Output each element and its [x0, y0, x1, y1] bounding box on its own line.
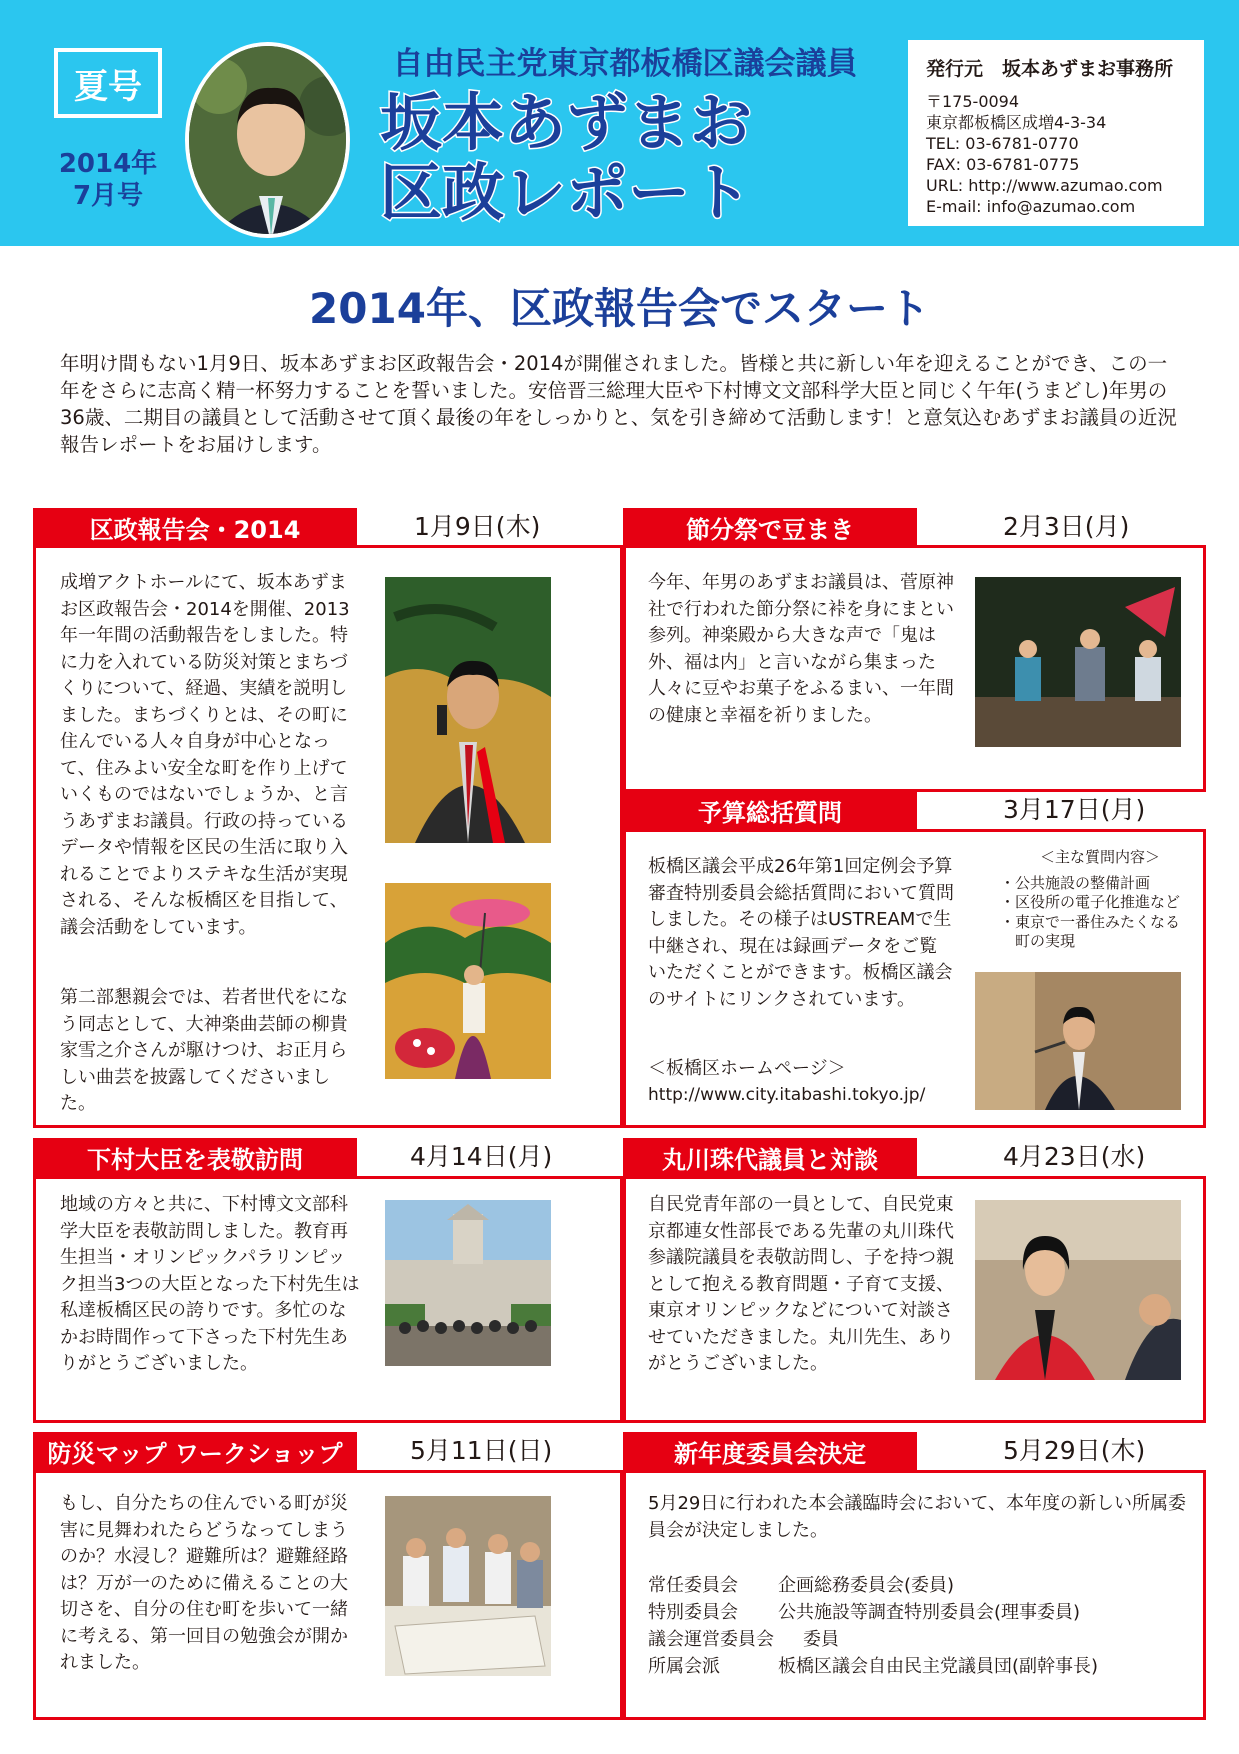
question-item: 町の実現 [1000, 932, 1076, 950]
committee-value: 委員 [803, 1629, 839, 1650]
section-committee-text: 5月29日に行われた本会議臨時会において、本年度の新しい所属委員会が決定しました。 [648, 1493, 1186, 1541]
committee-value: 企画総務委員会(委員) [778, 1575, 955, 1596]
committee-label: 議会運営委員会 [648, 1629, 774, 1650]
committee-row [648, 1653, 1188, 1680]
section-report-text: 成増アクトホールにて、坂本あずまお区政報告会・2014を開催、2013年一年間の活動報告をしました。特に力を入れている防災対策とまちづくりについて、経過、実績を説明しました。まちづくりとは、その町に住んでいる人々自身が中心となって、住みよい安全な町を作り上げていくものではないでしょうか、と言うあずまお議員。行政の持っているデータや情報を区民の生活に取り入れることでよりステキな生活が実現される、そんな板橋区を目指して、議会活動をしています。 [60, 572, 350, 938]
question-item: ・公共施設の整備計画 [1000, 873, 1151, 892]
publisher-url: URL: http://www.azumao.com [926, 176, 1163, 195]
publisher-fax: FAX: 03-6781-0775 [926, 155, 1080, 174]
section-bousai-title: 防災マップ ワークショップ [33, 1432, 357, 1470]
committee-value: 板橋区議会自由民主党議員団(副幹事長) [778, 1656, 1099, 1677]
section-budget-link-label: ＜板橋区ホームページ＞ [648, 1058, 846, 1079]
section-budget-link-url[interactable]: http://www.city.itabashi.tokyo.jp/ [648, 1085, 926, 1105]
issue-label: 夏号 [74, 66, 142, 107]
page-headline: 2014年、区政報告会でスタート [309, 284, 930, 333]
intro-paragraph: 年明け間もない1月9日、坂本あずまお区政報告会・2014が開催されました。皆様と共に新しい年を迎えることができ、この一年をさらに志高く精一杯努力することを誓いました。安倍晋三総理大臣や下村博文文部科学大臣と同じく午年(うまどし)年男の36歳、二期目の議員として活動させて頂く最後の年をしっかりと、気を引き締めて活動します！と意気込むあずまお議員の近況報告レポートをお届けします。 [60, 352, 1177, 456]
committee-value: 公共施設等調査特別委員会(理事委員) [778, 1602, 1081, 1623]
committee-label: 所属会派 [648, 1656, 720, 1677]
section-marukawa-text: 自民党青年部の一員として、自民党東京都連女性部長である先輩の丸川珠代参議院議員を表敬訪問し、子を持つ親として抱える教育問題・子育て支援、東京オリンピックなどについて対談させていただきました。丸川先生、ありがとうございました。 [648, 1194, 954, 1374]
photo-workshop [385, 1496, 551, 1676]
section-marukawa-date: 4月23日(水) [1003, 1142, 1146, 1171]
questions-title: ＜主な質問内容＞ [1039, 848, 1160, 866]
committee-label: 特別委員会 [648, 1602, 738, 1623]
section-report-text-2: 第二部懇親会では、若者世代をになう同志として、大神楽曲芸師の柳貴家雪之介さんが駆けつけ、お正月らしい曲芸を披露してくださいました。 [60, 987, 348, 1114]
photo-speech [385, 577, 551, 843]
section-committee-date: 5月29日(木) [1003, 1436, 1146, 1465]
publisher-postal: 〒175-0094 [926, 92, 1020, 111]
committee-row [648, 1626, 1188, 1653]
questions-box [1000, 848, 1200, 952]
committee-label: 常任委員会 [648, 1575, 738, 1596]
section-setsubun-text: 今年、年男のあずまお議員は、菅原神社で行われた節分祭に裃を身にまとい参列。神楽殿から大きな声で「鬼は外、福は内」と言いながら集まった人々に豆やお菓子をふるまい、一年間の健康と幸福を祈りました。 [648, 572, 954, 726]
report-title: 坂本あずまお 区政レポート [380, 86, 753, 229]
photo-diet-building [385, 1200, 551, 1366]
publisher-title: 発行元 坂本あずまお事務所 [926, 58, 1174, 80]
section-committee-title: 新年度委員会決定 [623, 1432, 917, 1470]
committee-row [648, 1572, 1188, 1599]
publisher-email: E-mail: info@azumao.com [926, 197, 1136, 216]
photo-marukawa [975, 1200, 1181, 1380]
committee-row [648, 1599, 1188, 1626]
question-item: ・東京で一番住みたくなる [1000, 912, 1181, 931]
section-budget-date: 3月17日(月) [1003, 795, 1146, 824]
committee-table [648, 1572, 1188, 1680]
portrait-photo [185, 42, 350, 238]
section-bousai-text: もし、自分たちの住んでいる町が災害に見舞われたらどうなってしまうのか？水浸し？避難所は？避難経路は？万が一のために備えることの大切さを、自分の住む町を歩いて一緒に考える、第一回目の勉強会が開かれました。 [60, 1493, 348, 1673]
photo-setsubun [975, 577, 1181, 747]
section-budget-text: 板橋区議会平成26年第1回定例会予算審査特別委員会総括質問において質問しました。その様子はUSTREAMで生中継され、現在は録画データをご覧いただくことができます。板橋区議会のサイトにリンクされています。 [648, 856, 954, 1010]
header-banner [0, 0, 1239, 246]
question-item: ・区役所の電子化推進など [1000, 893, 1181, 911]
section-shimomura-text: 地域の方々と共に、下村博文文部科学大臣を表敬訪問しました。教育再生担当・オリンピックパラリンピック担当3つの大臣となった下村先生は私達板橋区民の誇りです。多忙のなかお時間作って下さった下村先生ありがとうございました。 [60, 1194, 360, 1374]
section-setsubun-title: 節分祭で豆まき [623, 508, 917, 546]
issue-badge [54, 48, 162, 118]
section-shimomura-date: 4月14日(月) [410, 1142, 553, 1171]
section-report-title: 区政報告会・2014 [33, 508, 357, 546]
section-setsubun-date: 2月3日(月) [1003, 512, 1130, 541]
section-shimomura-title: 下村大臣を表敬訪問 [33, 1138, 357, 1176]
section-marukawa-title: 丸川珠代議員と対談 [623, 1138, 917, 1176]
section-budget-title: 予算総括質問 [623, 791, 917, 829]
section-bousai-date: 5月11日(日) [410, 1436, 553, 1465]
section-report-date: 1月9日(木) [414, 512, 541, 541]
photo-performer [385, 883, 551, 1079]
header-subtitle: 自由民主党東京都板橋区議会議員 [392, 46, 858, 82]
publisher-tel: TEL: 03-6781-0770 [926, 134, 1079, 153]
publisher-box [908, 40, 1204, 226]
photo-budget-speech [975, 972, 1181, 1110]
issue-date: 2014年 7月号 [58, 149, 158, 211]
publisher-address: 東京都板橋区成増4-3-34 [926, 113, 1107, 132]
